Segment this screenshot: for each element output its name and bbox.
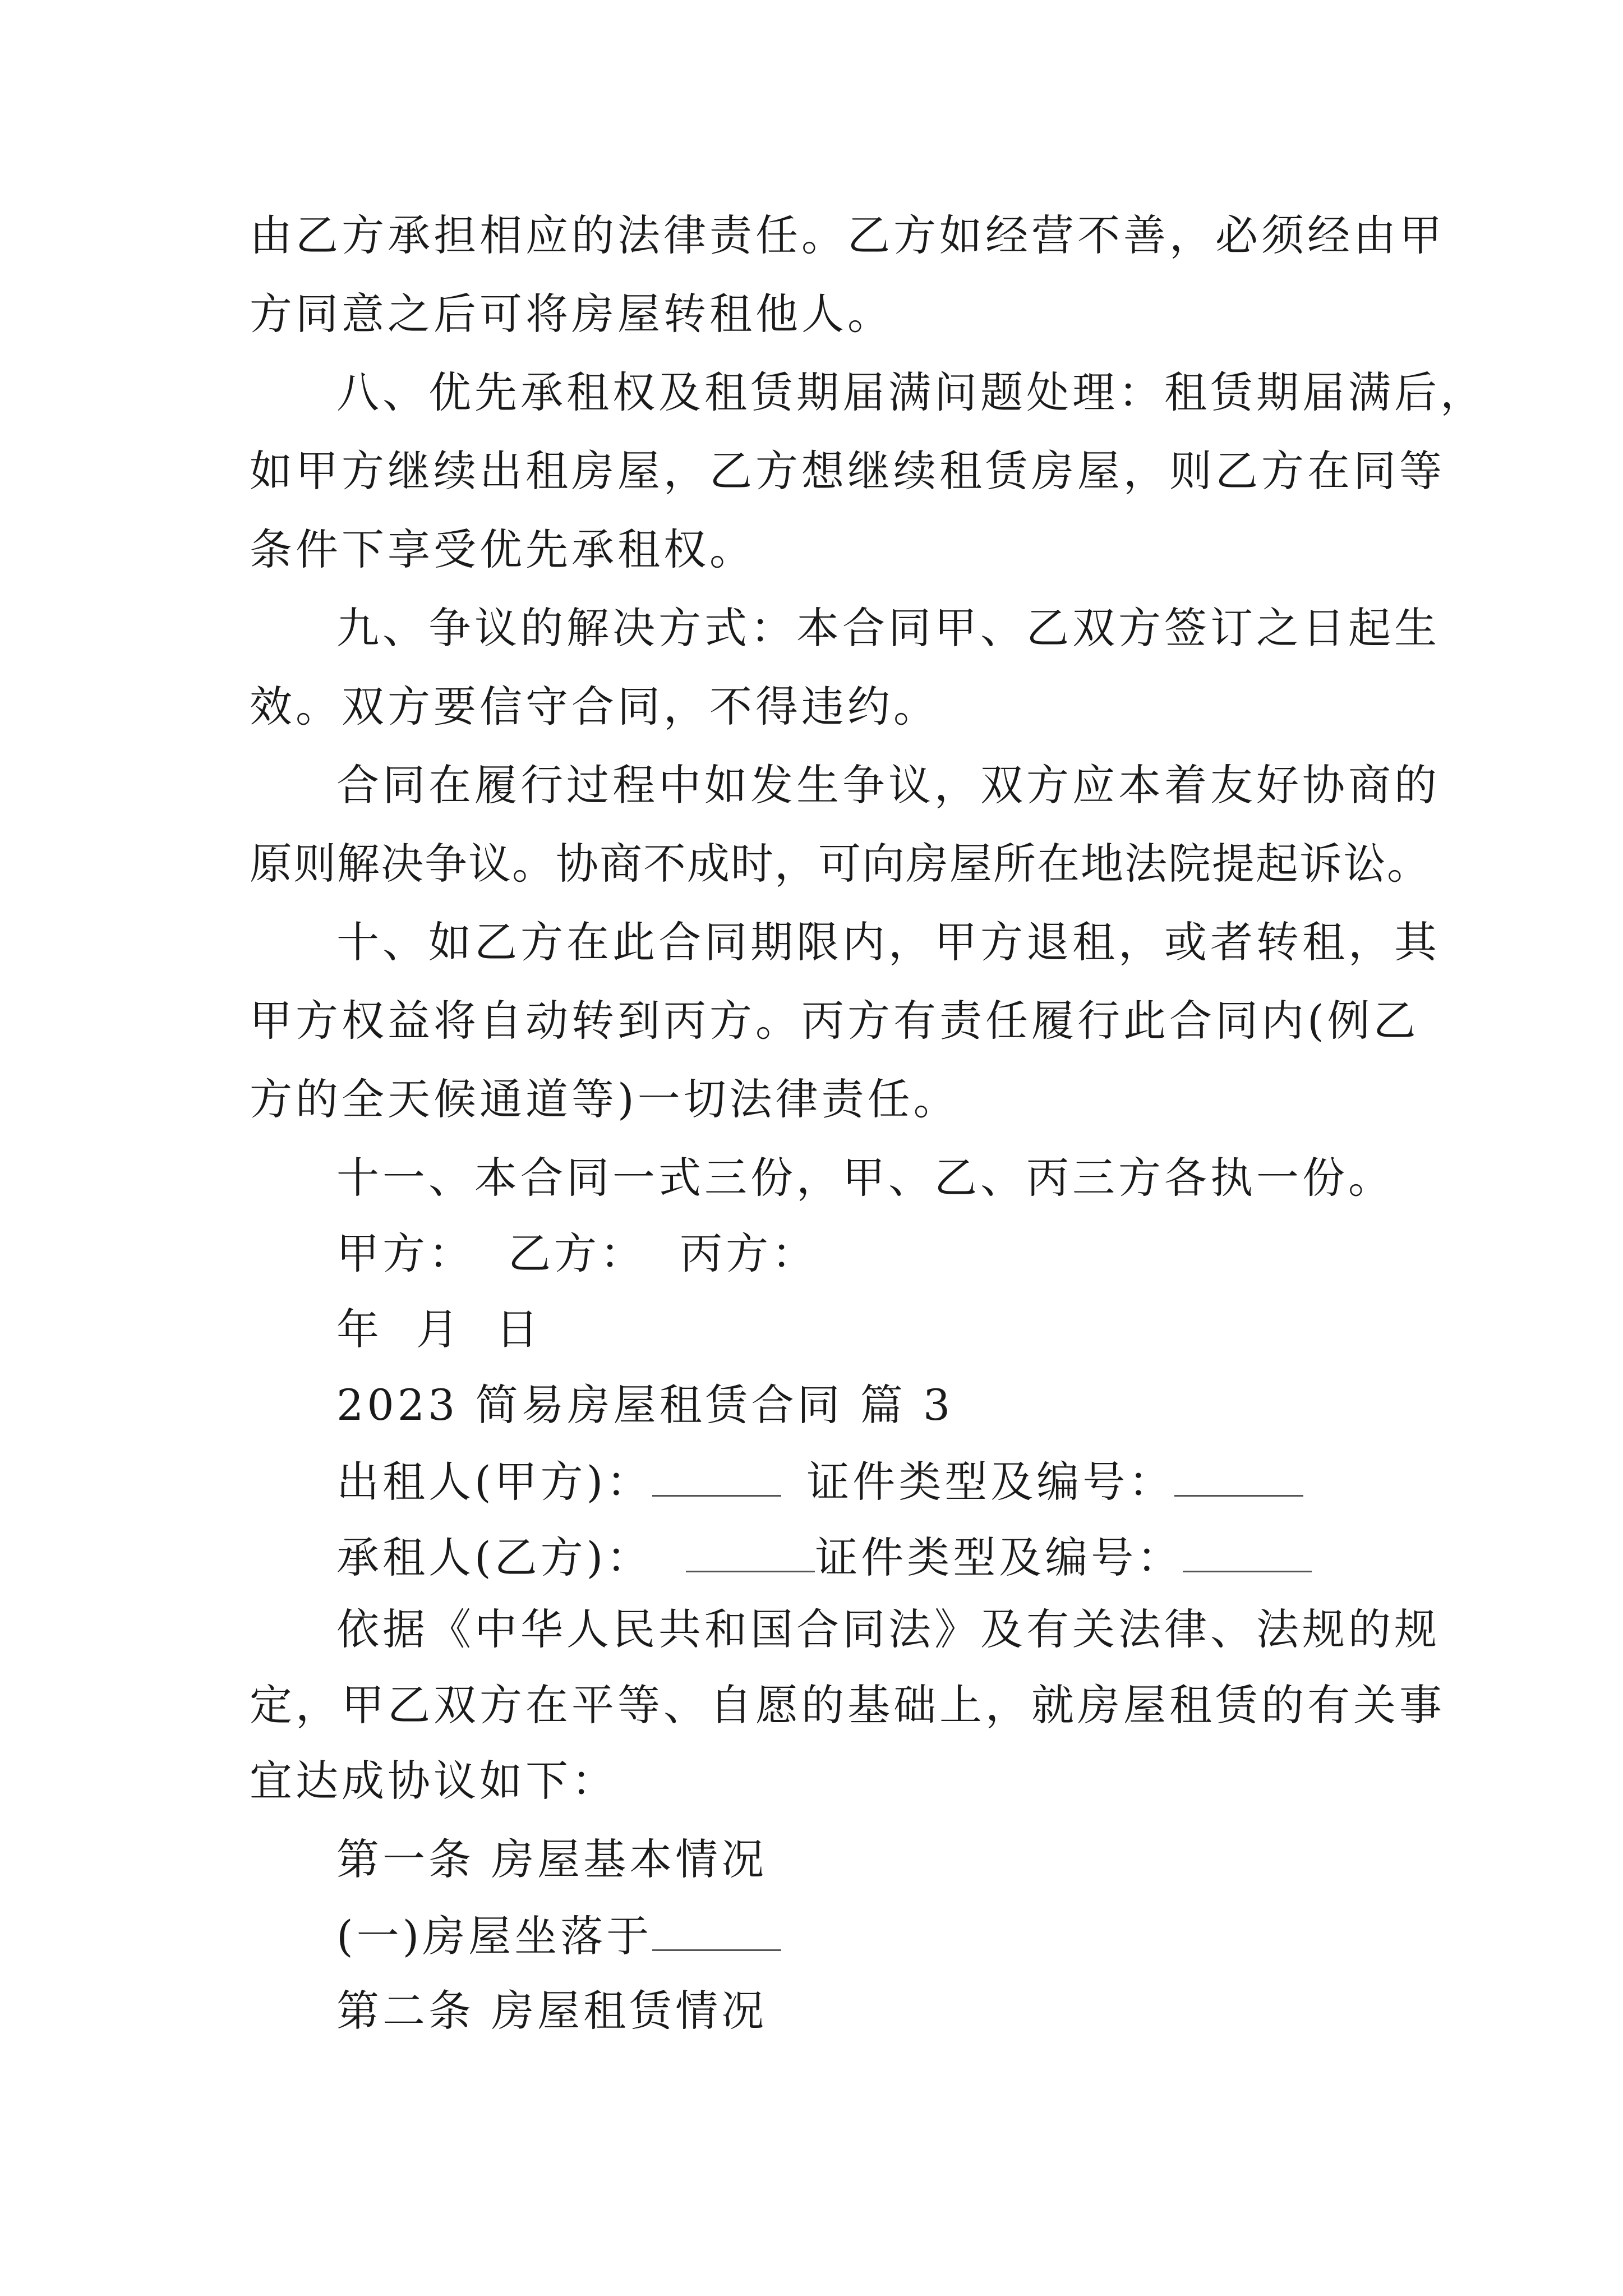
paragraph-line: 甲方权益将自动转到丙方。丙方有责任履行此合同内(例乙	[250, 996, 1419, 1046]
article-2-title: 第二条 房屋租赁情况	[336, 1986, 768, 2036]
date-month: 月	[416, 1304, 462, 1354]
lessee-line	[336, 1531, 1312, 1582]
paragraph-line: 由乙方承担相应的法律责任。乙方如经营不善，必须经由甲	[250, 210, 1445, 260]
section-title: 2023 简易房屋租赁合同 篇 3	[336, 1380, 954, 1430]
lessor-id-blank[interactable]	[1174, 1456, 1303, 1497]
article-1-title: 第一条 房屋基本情况	[336, 1834, 768, 1884]
party-a-label: 甲方：	[336, 1228, 474, 1278]
lessee-label: 承租人(乙方)：	[336, 1533, 653, 1582]
date-year: 年	[336, 1304, 382, 1354]
paragraph-line: 宜达成协议如下：	[250, 1756, 617, 1806]
lessee-id-blank[interactable]	[1183, 1531, 1312, 1572]
clause-10-line: 十、如乙方在此合同期限内，甲方退租，或者转租，其	[336, 917, 1440, 967]
date-day: 日	[496, 1304, 542, 1354]
paragraph-line: 如甲方继续出租房屋，乙方想继续租赁房屋，则乙方在同等	[250, 446, 1445, 496]
lessee-id-label: 证件类型及编号：	[815, 1533, 1183, 1582]
location-label: (一)房屋坐落于	[336, 1911, 653, 1961]
clause-9-line: 九、争议的解决方式：本合同甲、乙双方签订之日起生	[336, 603, 1440, 653]
lessor-line	[336, 1456, 1303, 1506]
lessor-name-blank[interactable]	[652, 1456, 781, 1497]
paragraph-line: 方的全天候通道等)一切法律责任。	[250, 1074, 960, 1124]
paragraph-line: 原则解决争议。协商不成时，可向房屋所在地法院提起诉讼。	[250, 839, 1431, 889]
paragraph-line: 方同意之后可将房屋转租他人。	[250, 289, 893, 339]
lessee-name-blank[interactable]	[686, 1531, 815, 1572]
paragraph-line: 定，甲乙双方在平等、自愿的基础上，就房屋租赁的有关事	[250, 1680, 1445, 1730]
lessor-id-label: 证件类型及编号：	[806, 1457, 1175, 1507]
paragraph-line: 效。双方要信守合同，不得违约。	[250, 682, 939, 731]
basis-line: 依据《中华人民共和国合同法》及有关法律、法规的规	[336, 1604, 1440, 1654]
party-b-label: 乙方：	[508, 1228, 646, 1278]
clause-8-line: 八、优先承租权及租赁期届满问题处理：租赁期届满后，	[336, 367, 1486, 417]
lessor-label: 出租人(甲方)：	[336, 1457, 653, 1507]
date-line	[336, 1304, 542, 1355]
dispute-line: 合同在履行过程中如发生争议，双方应本着友好协商的	[336, 760, 1440, 810]
party-c-label: 丙方：	[680, 1228, 818, 1278]
signature-line	[336, 1228, 818, 1279]
article-1-item-line	[336, 1910, 781, 1961]
clause-11-line: 十一、本合同一式三份，甲、乙、丙三方各执一份。	[336, 1153, 1394, 1203]
location-blank[interactable]	[652, 1910, 781, 1951]
paragraph-line: 条件下享受优先承租权。	[250, 524, 755, 574]
